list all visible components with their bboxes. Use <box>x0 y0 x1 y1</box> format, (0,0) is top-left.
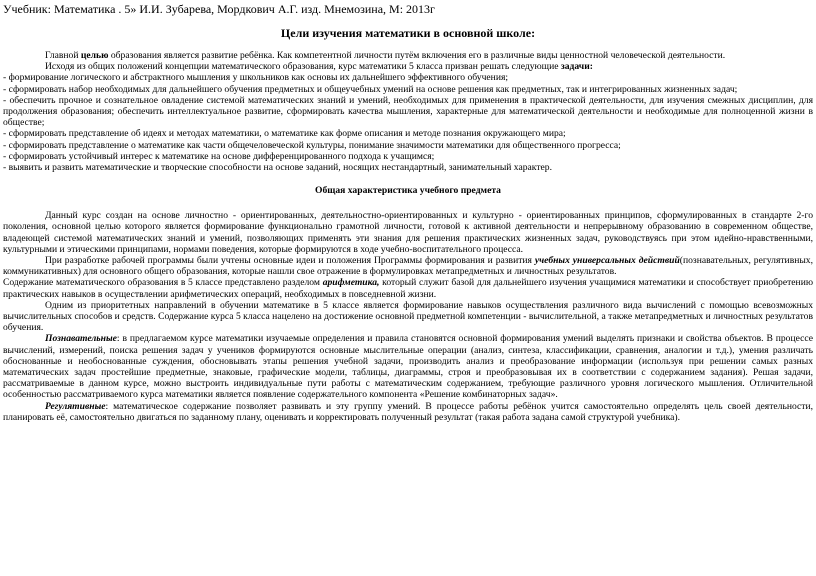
task-item: - сформировать набор необходимых для дальнейшего обучения предметных и общеучебных умений на основе решения как предметных, так и интегрированных жизненных задач; <box>3 83 738 95</box>
textbook-header: Учебник: Математика . 5» И.И. Зубарева, Мордкович А.Г. изд. Мнемозина, М: 2013г <box>3 2 435 16</box>
general-p6-bold-italic: Регулятивные <box>45 400 106 412</box>
goals-title: Цели изучения математики в основной школе: <box>280 26 536 40</box>
task-item: - выявить и развить математические и творческие способности на основе заданий, носящих нестандартный, занимательный характер. <box>3 162 552 174</box>
general-p6-text-b: : математическое содержание позволяет развивать и эту группу умений. В процессе работы ребёнок учится самостоятельно определять цель своей деятельности, планировать её, самостоятельно двигаться по заданному плану, оценивать и корректировать полученный результат (такая работа задана самой структурой учебника). <box>3 400 813 423</box>
goals-p2-bold: задачи: <box>560 61 593 73</box>
goals-p1-text-a: Главной <box>45 50 81 61</box>
general-p5-bold-italic: Познавательные <box>45 333 117 345</box>
goals-paragraph-2 <box>3 61 813 72</box>
general-paragraph-3 <box>3 277 813 299</box>
goals-p1-bold: целью <box>80 50 109 61</box>
general-paragraph-6 <box>3 401 813 423</box>
general-p5-text-b: : в предлагаемом курсе математики изучаемые определения и правила становятся основной формирования умений выделять признаки и свойства объектов. В процессе вычислений, измерений, поиска решения задач у учеников формируются основные мыслительные операции (анализ, синтеза, классификации, сравнения, аналогии и т.д.), умения различать обоснованные и необоснованные суждения, обосновывать этапы решения учебной задачи, производить анализ и преобразование информации (используя при решении самых разных математических задач простейшие предметные, знаковые, графические модели, таблицы, диаграммы, строя и преобразовывая их в соответствии с содержанием задания). Решая задачи, рассматриваемые в данном курсе, можно выстроить индивидуальные пути работы с математическим содержанием, требующие различного уровня логического мышления. Отличительной особенностью рассматриваемого курса математики является появление содержательного компонента «Решение комбинаторных задач». <box>3 333 813 401</box>
task-item: - сформировать устойчивый интерес к математике на основе дифференцированного подхода к учащимся; <box>3 150 435 162</box>
general-paragraph-2 <box>3 255 813 277</box>
goals-p2-text-a: Исходя из общих положений концепции математического образования, курс математики 5 класса призван решать следующие <box>45 61 561 73</box>
general-paragraph-1: Данный курс создан на основе личностно - ориентированных, деятельностно-ориентированных и культурно - ориентированных принципов, сформулированных в стандарте 2-го поколения, основной целью которого является формирование функционально грамотной личности, готовой к активной деятельности и непрерывному образованию в современном обществе, владеющей системой математических знаний и умений, позволяющих применять эти знания для решения практических жизненных задач, руководствуясь при этом идейно-нравственными, культурными и этическими принципами, нормами поведения, которые формируются в ходе учебно-воспитательного процесса. <box>3 210 813 255</box>
task-item: - формирование логического и абстрактного мышления у школьников как основы их дальнейшего эффективного обучения; <box>3 72 509 84</box>
general-title: Общая характеристика учебного предмета <box>315 185 501 197</box>
task-item: - сформировать представление о математике как части общечеловеческой культуры, понимание значимости математики для общественного прогресса; <box>3 139 621 151</box>
general-p2-text-c: (познавательных, регулятивных, коммуникативных) для основного общего образования, которые нашли свое отражение в формулировках метапредметных и личностных результатов. <box>3 255 814 278</box>
general-paragraph-5 <box>3 333 813 400</box>
goals-p1-text-c: образования является развитие ребёнка. Как компетентной личности путём включения его в различные виды ценностной человеческой деятельности. <box>108 50 726 61</box>
general-p2-bold-italic: учебных универсальных действий <box>534 255 680 267</box>
general-paragraph-4: Одним из приоритетных направлений в обучении математике в 5 классе является формирование навыков осуществления различного вида вычислений с помощью всевозможных вычислительных способов и средств. Содержание курса 5 класса нацелено на достижение основной предметной компетенции - вычислительной, а также метапредметных и личностных результатов обучения. <box>3 299 813 334</box>
task-item: - сформировать представление об идеях и методах математики, о математике как форме описания и методе познания окружающего мира; <box>3 128 566 140</box>
task-item: - обеспечить прочное и сознательное овладение системой математических знаний и умений, необходимых для применения в практической деятельности, для изучения смежных дисциплин, для продолжения образования; обеспечить интеллектуальное развитие, сформировать качества мышления, характерные для математической деятельности и необходимые для полноценной жизни в обществе; <box>3 94 813 129</box>
goals-paragraph-1 <box>3 50 813 61</box>
general-p2-text-a: При разработке рабочей программы были учтены основные идеи и положения Программы формирования и развития <box>45 255 535 267</box>
document-page <box>0 2 816 576</box>
general-p3-text-c: который служит базой для дальнейшего изучения учащимися математики и способствует приобретению практических навыков в осуществлении арифметических операций, необходимых в повседневной жизни. <box>3 277 813 300</box>
general-p3-bold-italic: арифметика, <box>322 277 380 289</box>
general-p3-text-a: Содержание математического образования в 5 классе представлено разделом <box>3 277 323 289</box>
